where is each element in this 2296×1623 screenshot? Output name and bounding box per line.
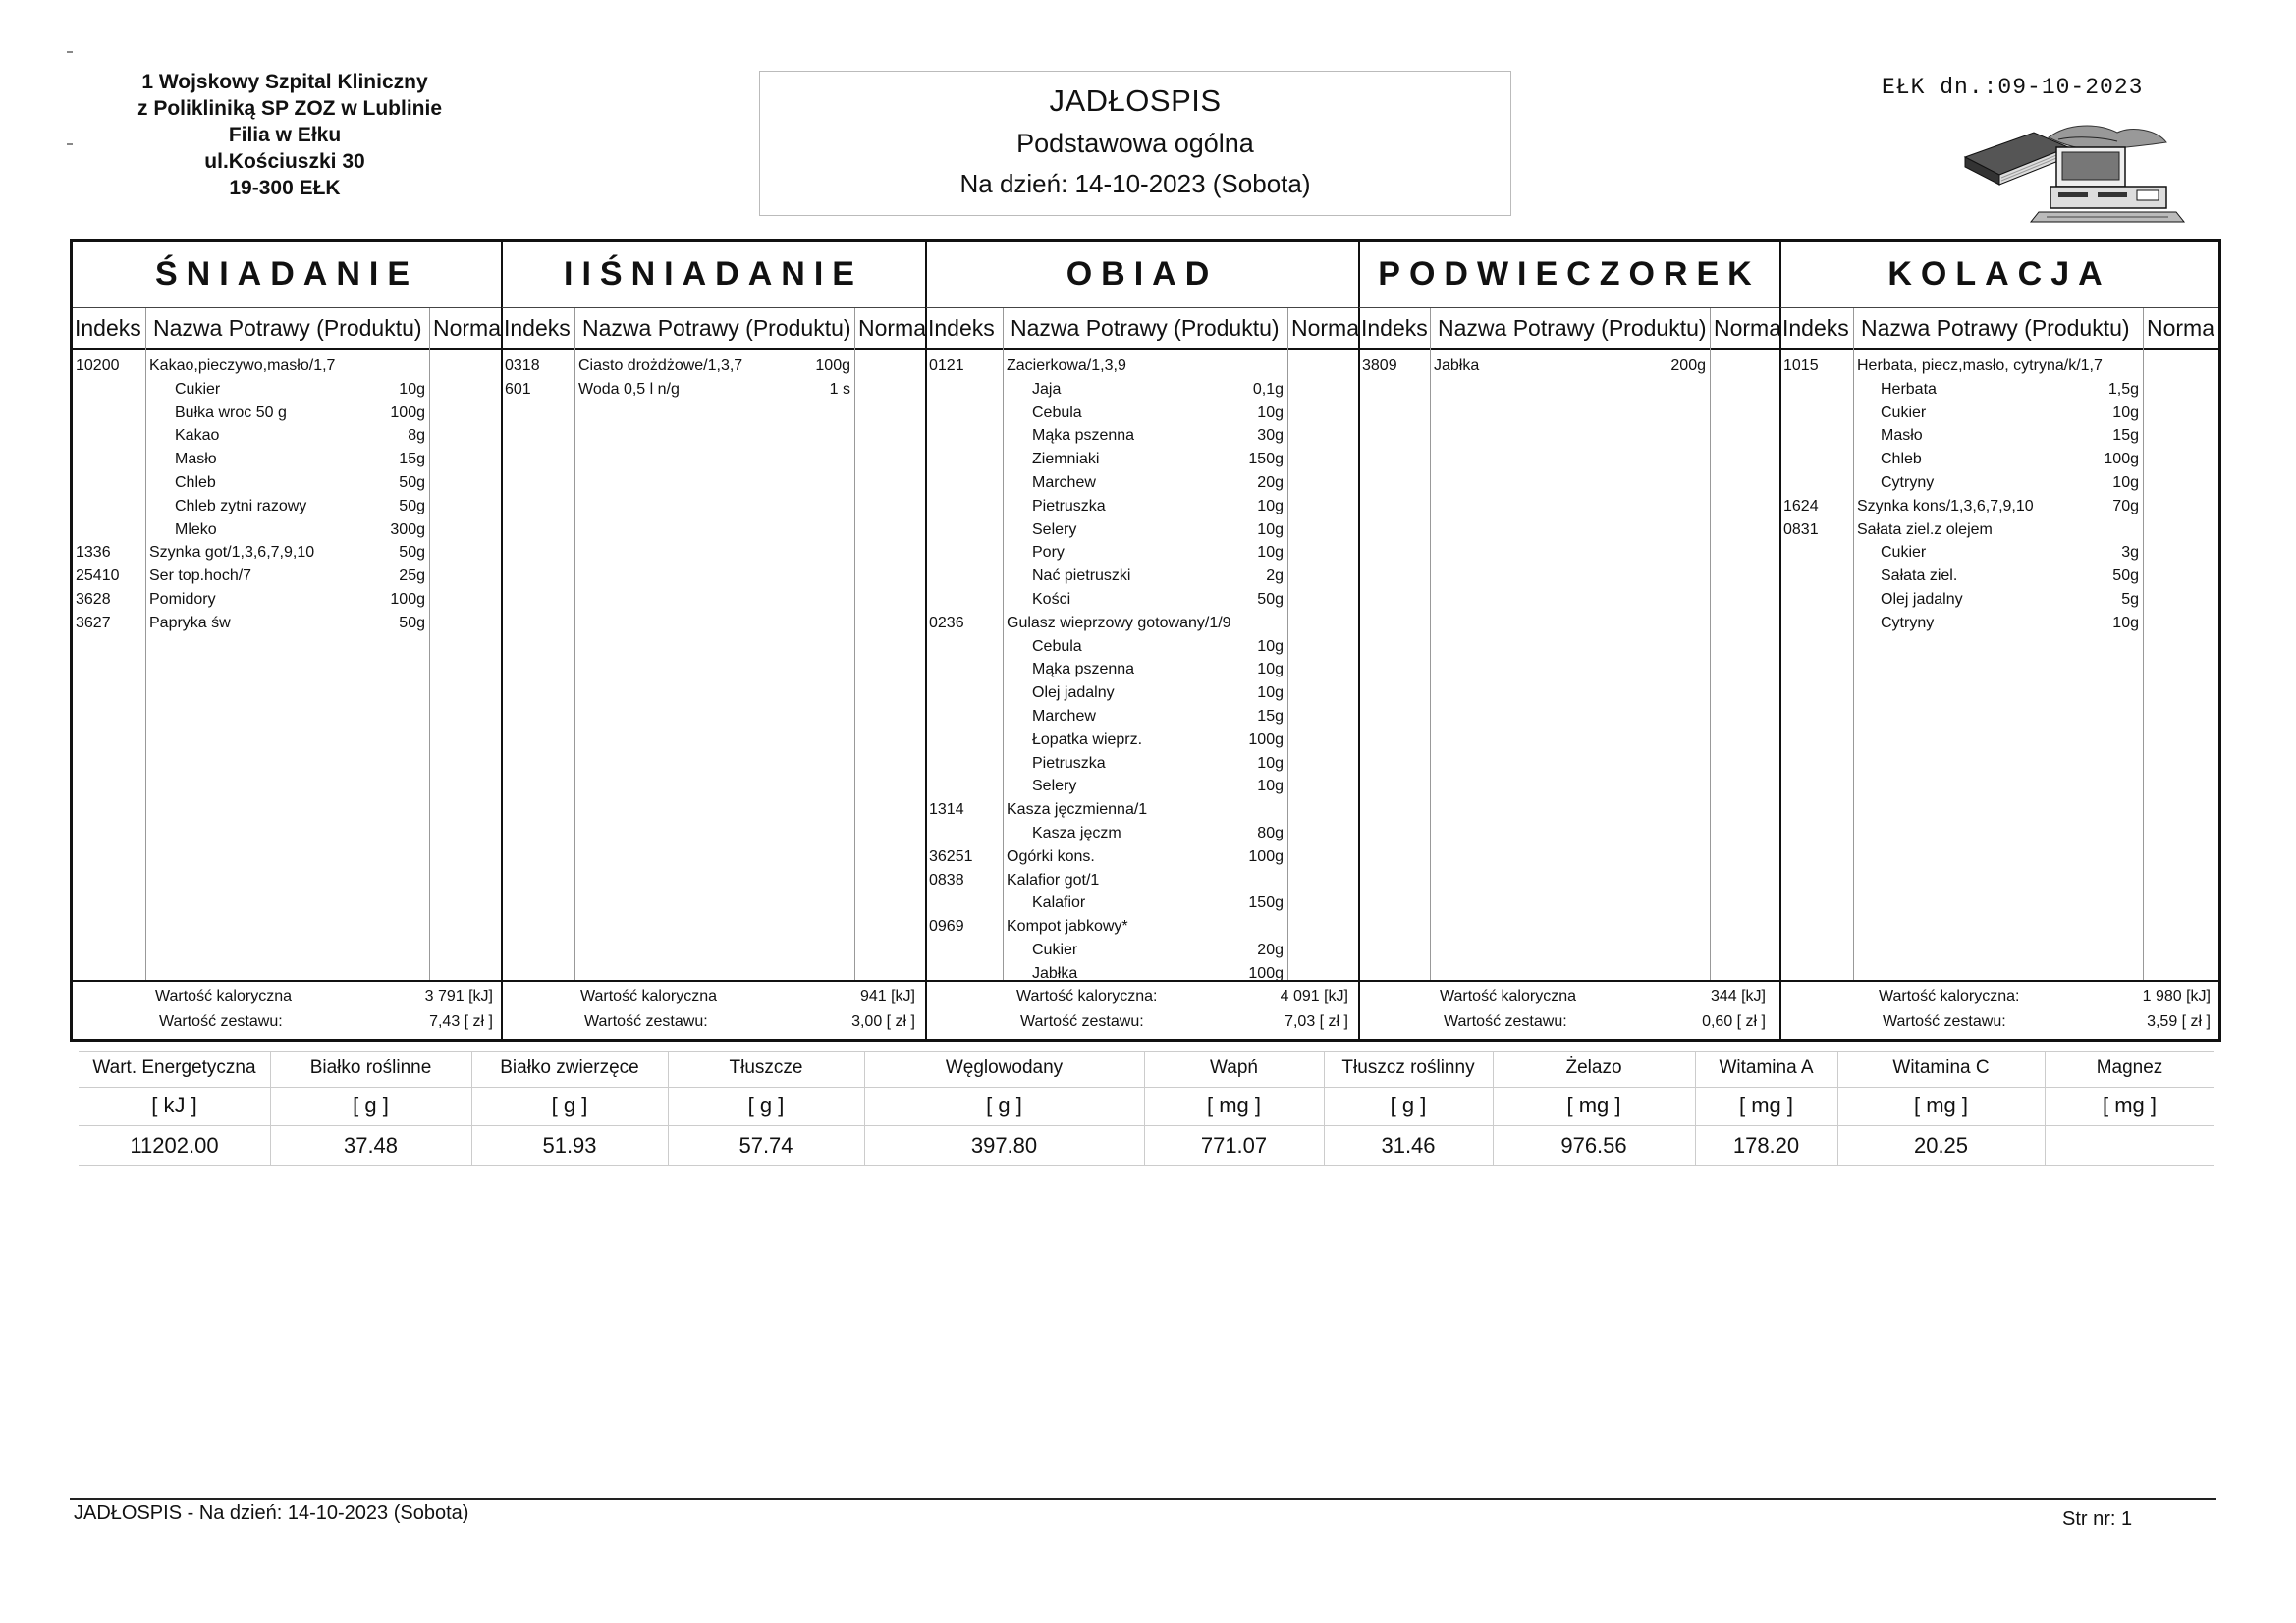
column-divider [1430, 308, 1431, 980]
table-row [73, 354, 501, 378]
ingredient-name: Ziemniaki [1032, 451, 1100, 468]
table-row [1780, 588, 2218, 612]
table-row [926, 612, 1358, 635]
nutrient-label: Białko zwierzęce [500, 1057, 639, 1078]
ingredient-name: Nać pietruszki [1032, 568, 1131, 585]
row-norm: 100g [2104, 451, 2139, 468]
row-norm: 100g [1248, 847, 1284, 865]
nutrient-value [2045, 1127, 2214, 1164]
cost-value: 3,00 [ zł ] [851, 1013, 915, 1030]
dish-name: Kakao,pieczywo,masło/1,7 [149, 357, 336, 374]
ingredient-name: Pietruszka [1032, 497, 1106, 514]
calorie-label: Wartość kaloryczna [1440, 988, 1576, 1004]
calorie-value: 1 980 [kJ] [2142, 988, 2211, 1004]
table-row [502, 378, 925, 402]
footer-title: JADŁOSPIS - Na dzień: 14-10-2023 (Sobota) [74, 1502, 469, 1524]
row-norm: 25g [399, 568, 425, 585]
column-header-row [926, 308, 1358, 350]
nutrient-label: Białko roślinne [309, 1057, 432, 1078]
meal-kolacja [1780, 242, 2218, 1039]
scan-mark [67, 51, 73, 53]
row-norm: 100g [1248, 730, 1284, 748]
nutrient-value: 178.20 [1732, 1133, 1800, 1158]
row-norm: 200g [1670, 357, 1706, 374]
table-row [926, 752, 1358, 776]
row-norm: 10g [1257, 661, 1284, 678]
cost-label: Wartość zestawu: [1883, 1013, 2006, 1030]
column-header-name: Nazwa Potrawy (Produktu) [582, 314, 851, 341]
row-index: 1314 [929, 801, 964, 819]
table-row [926, 354, 1358, 378]
ingredient-name: Pory [1032, 544, 1065, 562]
dish-name: Kompot jabkowy* [1007, 918, 1128, 936]
ingredient-name: Selery [1032, 520, 1077, 538]
column-header-index: Indeks [1361, 314, 1428, 341]
table-row [926, 541, 1358, 565]
row-norm: 1 s [829, 380, 850, 398]
calorie-value: 941 [kJ] [859, 988, 915, 1004]
row-norm: 20g [1257, 941, 1284, 958]
column-divider [854, 308, 855, 980]
column-header-name: Nazwa Potrawy (Produktu) [153, 314, 422, 341]
table-row [926, 681, 1358, 705]
row-index: 1015 [1783, 357, 1819, 374]
title-box [759, 71, 1511, 216]
table-row [926, 939, 1358, 962]
row-norm: 3g [2121, 544, 2139, 562]
table-row [73, 541, 501, 565]
table-row [926, 495, 1358, 518]
dish-name: Szynka got/1,3,6,7,9,10 [149, 544, 315, 562]
table-row [73, 402, 501, 425]
column-header-name: Nazwa Potrawy (Produktu) [1438, 314, 1707, 341]
row-norm: 10g [2112, 404, 2139, 421]
table-row [926, 635, 1358, 659]
column-header-norm: Norma [2147, 314, 2215, 341]
nutrient-value: 51.93 [542, 1133, 597, 1158]
nutrient-unit: [ g ] [353, 1093, 389, 1117]
calorie-value: 344 [kJ] [1710, 988, 1766, 1004]
nutrient-value: 397.80 [970, 1133, 1038, 1158]
row-norm: 100g [1248, 964, 1284, 982]
scan-mark [67, 143, 73, 145]
ingredient-name: Chleb [1881, 451, 1922, 468]
row-norm: 10g [1257, 404, 1284, 421]
ingredient-name: Mąka pszenna [1032, 661, 1135, 678]
row-norm: 50g [399, 497, 425, 514]
ingredient-name: Olej jadalny [1032, 684, 1115, 702]
hospital-line: Filia w Ełku [228, 124, 342, 146]
row-norm: 10g [1257, 754, 1284, 772]
row-index: 25410 [76, 568, 120, 585]
row-index: 0236 [929, 614, 964, 631]
nutrient-label: Tłuszcze [729, 1057, 803, 1078]
row-norm: 10g [2112, 473, 2139, 491]
dish-name: Ogórki kons. [1007, 847, 1095, 865]
table-row [1780, 378, 2218, 402]
table-row [926, 402, 1358, 425]
ingredient-name: Jaja [1032, 380, 1062, 398]
column-header-norm: Norma [1291, 314, 1360, 341]
table-row [1780, 565, 2218, 588]
column-header-norm: Norma [858, 314, 927, 341]
book-computer-illustration [1960, 118, 2188, 226]
calorie-label: Wartość kaloryczna: [1879, 988, 2020, 1004]
ingredient-name: Cukier [1881, 544, 1927, 562]
cost-label: Wartość zestawu: [584, 1013, 708, 1030]
table-row [73, 565, 501, 588]
row-norm: 10g [1257, 637, 1284, 655]
row-norm: 30g [1257, 427, 1284, 445]
row-index: 1336 [76, 544, 111, 562]
table-row [1780, 518, 2218, 542]
table-row [926, 448, 1358, 471]
ingredient-name: Kości [1032, 590, 1071, 608]
row-norm: 10g [399, 380, 425, 398]
hospital-line: 19-300 EŁK [229, 177, 341, 199]
table-row [73, 378, 501, 402]
ingredient-name: Olej jadalny [1881, 590, 1963, 608]
table-row [73, 518, 501, 542]
ingredient-name: Mąka pszenna [1032, 427, 1135, 445]
nutrient-unit: [ g ] [986, 1093, 1022, 1117]
row-norm: 15g [399, 451, 425, 468]
column-header-index: Indeks [1782, 314, 1849, 341]
footer-rule [70, 1498, 2216, 1500]
meal-ii-sniadanie [502, 242, 925, 1039]
table-row [73, 471, 501, 495]
nutrient-label: Żelazo [1565, 1057, 1622, 1078]
nutrient-value: 31.46 [1381, 1133, 1436, 1158]
cost-value: 7,43 [ zł ] [429, 1013, 493, 1030]
row-norm: 100g [815, 357, 850, 374]
ingredient-name: Cukier [175, 380, 221, 398]
cost-label: Wartość zestawu: [159, 1013, 283, 1030]
nutrient-unit: [ mg ] [1913, 1093, 1968, 1117]
page-number: Str nr: 1 [2062, 1508, 2133, 1530]
row-norm: 10g [2112, 614, 2139, 631]
table-row [926, 471, 1358, 495]
row-norm: 0,1g [1252, 380, 1284, 398]
table-row [1780, 402, 2218, 425]
document-title: JADŁOSPIS [1049, 83, 1222, 118]
table-row [926, 798, 1358, 822]
nutrition-summary [79, 1051, 2214, 1166]
nutrient-value: 37.48 [343, 1133, 399, 1158]
meal-title: KOLACJA [1780, 242, 2218, 308]
meal-title: PODWIECZOREK [1359, 242, 1779, 308]
calorie-value: 3 791 [kJ] [424, 988, 493, 1004]
ingredient-name: Pietruszka [1032, 754, 1106, 772]
row-norm: 100g [390, 590, 425, 608]
table-row [926, 588, 1358, 612]
meal-sniadanie [73, 242, 501, 1039]
row-norm: 50g [399, 544, 425, 562]
table-row [73, 612, 501, 635]
row-norm: 10g [1257, 520, 1284, 538]
ingredient-name: Cukier [1032, 941, 1078, 958]
table-row [73, 448, 501, 471]
column-header-name: Nazwa Potrawy (Produktu) [1861, 314, 2130, 341]
dish-name: Ser top.hoch/7 [149, 568, 252, 585]
nutrient-unit: [ mg ] [2102, 1093, 2157, 1117]
row-index: 1624 [1783, 497, 1819, 514]
ingredient-name: Cebula [1032, 637, 1082, 655]
row-norm: 15g [2112, 427, 2139, 445]
ingredient-name: Chleb zytni razowy [175, 497, 307, 514]
column-header-norm: Norma [1714, 314, 1782, 341]
column-header-row [502, 308, 925, 350]
row-index: 601 [505, 380, 531, 398]
nutrient-label: Witamina C [1892, 1057, 1990, 1078]
meal-podwieczorek [1359, 242, 1782, 1039]
dish-name: Pomidory [149, 590, 216, 608]
ingredient-name: Łopatka wieprz. [1032, 730, 1143, 748]
table-row [1359, 354, 1779, 378]
table-row [926, 729, 1358, 752]
table-row [926, 424, 1358, 448]
nutrient-label: Węglowodany [945, 1057, 1064, 1078]
table-row [926, 869, 1358, 893]
cost-value: 7,03 [ zł ] [1285, 1013, 1348, 1030]
nutrient-label: Witamina A [1719, 1057, 1814, 1078]
ingredient-name: Kakao [175, 427, 220, 445]
meal-rows [73, 354, 501, 635]
row-index: 10200 [76, 357, 120, 374]
meal-obiad [926, 242, 1358, 1039]
cost-value: 3,59 [ zł ] [2147, 1013, 2211, 1030]
row-norm: 2g [1266, 568, 1284, 585]
table-row [926, 518, 1358, 542]
table-row [73, 588, 501, 612]
column-header-row [1359, 308, 1782, 350]
row-norm: 50g [1257, 590, 1284, 608]
calorie-value: 4 091 [kJ] [1280, 988, 1348, 1004]
calorie-label: Wartość kaloryczna [580, 988, 717, 1004]
nutrient-label: Tłuszcz roślinny [1341, 1057, 1475, 1078]
row-norm: 20g [1257, 473, 1284, 491]
cost-value: 0,60 [ zł ] [1702, 1013, 1766, 1030]
nutrient-unit: [ mg ] [1738, 1093, 1793, 1117]
nutrient-unit: [ g ] [747, 1093, 785, 1117]
row-norm: 5g [2121, 590, 2139, 608]
row-index: 36251 [929, 847, 973, 865]
column-header-row [73, 308, 501, 350]
nutrient-unit: [ mg ] [1206, 1093, 1261, 1117]
row-norm: 15g [1257, 707, 1284, 725]
row-index: 3809 [1362, 357, 1397, 374]
nutrient-label: Wapń [1210, 1057, 1258, 1078]
meal-rows [1780, 354, 2218, 635]
hospital-line: z Polikliniką SP ZOZ w Lublinie [137, 97, 442, 120]
nutrient-unit: [ g ] [1390, 1093, 1427, 1117]
column-divider [574, 308, 575, 980]
table-row [926, 378, 1358, 402]
column-divider [1710, 308, 1711, 980]
hospital-line: ul.Kościuszki 30 [204, 150, 365, 173]
row-norm: 10g [1257, 684, 1284, 702]
nutrient-unit: [ kJ ] [151, 1093, 197, 1117]
menu-date: Na dzień: 14-10-2023 (Sobota) [959, 169, 1311, 198]
column-header-norm: Norma [433, 314, 502, 341]
calorie-label: Wartość kaloryczna: [1016, 988, 1158, 1004]
row-norm: 8g [408, 427, 425, 445]
calorie-label: Wartość kaloryczna [155, 988, 292, 1004]
table-row [926, 705, 1358, 729]
ingredient-name: Herbata [1881, 380, 1937, 398]
ingredient-name: Chleb [175, 473, 216, 491]
column-header-name: Nazwa Potrawy (Produktu) [1011, 314, 1280, 341]
diet-name: Podstawowa ogólna [1016, 129, 1254, 158]
column-header-index: Indeks [75, 314, 141, 341]
table-row [1780, 495, 2218, 518]
dish-name: Papryka św [149, 614, 231, 631]
row-norm: 50g [399, 473, 425, 491]
ingredient-name: Cebula [1032, 404, 1082, 421]
row-index: 0838 [929, 871, 964, 889]
hospital-line: 1 Wojskowy Szpital Kliniczny [141, 71, 428, 93]
meal-rows [926, 354, 1358, 986]
table-row [926, 845, 1358, 869]
ingredient-name: Bułka wroc 50 g [175, 404, 287, 421]
table-row [1780, 424, 2218, 448]
ingredient-name: Mleko [175, 520, 217, 538]
row-norm: 10g [1257, 778, 1284, 795]
table-row [926, 892, 1358, 915]
ingredient-name: Kalafior [1032, 894, 1086, 912]
dish-name: Zacierkowa/1,3,9 [1007, 357, 1126, 374]
ingredient-name: Selery [1032, 778, 1077, 795]
dish-name: Szynka kons/1,3,6,7,9,10 [1857, 497, 2034, 514]
nutrition-row-line [79, 1165, 2214, 1166]
dish-name: Kasza jęczmienna/1 [1007, 801, 1148, 819]
nutrient-label: Magnez [2096, 1057, 2163, 1078]
ingredient-name: Masło [1881, 427, 1923, 445]
table-row [73, 495, 501, 518]
nutrient-value: 976.56 [1560, 1133, 1627, 1158]
column-header-index: Indeks [504, 314, 571, 341]
nutrient-unit: [ g ] [551, 1093, 588, 1117]
ingredient-name: Marchew [1032, 473, 1096, 491]
row-norm: 100g [390, 404, 425, 421]
ingredient-name: Sałata ziel. [1881, 568, 1958, 585]
nutrient-value: 11202.00 [130, 1133, 219, 1158]
dish-name: Jabłka [1434, 357, 1480, 374]
hospital-address [137, 69, 442, 201]
row-norm: 70g [2112, 497, 2139, 514]
ingredient-name: Marchew [1032, 707, 1096, 725]
row-index: 3627 [76, 614, 111, 631]
row-norm: 80g [1257, 824, 1284, 841]
row-norm: 150g [1248, 451, 1284, 468]
row-index: 0831 [1783, 520, 1819, 538]
row-norm: 50g [399, 614, 425, 631]
table-row [502, 354, 925, 378]
row-norm: 300g [390, 520, 425, 538]
table-row [926, 822, 1358, 845]
row-norm: 150g [1248, 894, 1284, 912]
table-row [926, 565, 1358, 588]
nutrient-unit: [ mg ] [1566, 1093, 1621, 1117]
dish-name: Woda 0,5 l n/g [578, 380, 680, 398]
meal-table [70, 239, 2221, 1042]
nutrient-value: 20.25 [1913, 1133, 1969, 1158]
meal-title: ŚNIADANIE [73, 242, 501, 308]
dish-name: Kalafior got/1 [1007, 871, 1100, 889]
ingredient-name: Kasza jęczm [1032, 824, 1121, 841]
column-header-row [1780, 308, 2218, 350]
table-row [1780, 354, 2218, 378]
column-header-index: Indeks [928, 314, 995, 341]
row-index: 0318 [505, 357, 540, 374]
dish-name: Gulasz wieprzowy gotowany/1/9 [1007, 614, 1231, 631]
meal-rows [1359, 354, 1779, 378]
table-row [1780, 541, 2218, 565]
issue-date: EŁK dn.:09-10-2023 [1882, 75, 2144, 100]
nutrition-row-line [79, 1125, 2214, 1126]
row-norm: 50g [2112, 568, 2139, 585]
dish-name: Ciasto drożdżowe/1,3,7 [578, 357, 743, 374]
row-norm: 10g [1257, 544, 1284, 562]
nutrient-value: 771.07 [1200, 1133, 1268, 1158]
cost-label: Wartość zestawu: [1020, 1013, 1144, 1030]
ingredient-name: Cytryny [1881, 473, 1935, 491]
ingredient-name: Jabłka [1032, 964, 1078, 982]
row-norm: 1,5g [2107, 380, 2139, 398]
row-norm: 10g [1257, 497, 1284, 514]
row-index: 3628 [76, 590, 111, 608]
table-row [73, 424, 501, 448]
table-row [926, 658, 1358, 681]
nutrient-value: 57.74 [738, 1133, 793, 1158]
meal-title: OBIAD [926, 242, 1358, 308]
cost-label: Wartość zestawu: [1444, 1013, 1567, 1030]
totals-separator [73, 980, 2218, 982]
row-index: 0969 [929, 918, 964, 936]
ingredient-name: Cukier [1881, 404, 1927, 421]
ingredient-name: Masło [175, 451, 217, 468]
table-row [1780, 612, 2218, 635]
meal-title: IIŚNIADANIE [502, 242, 925, 308]
table-row [1780, 448, 2218, 471]
ingredient-name: Cytryny [1881, 614, 1935, 631]
row-index: 0121 [929, 357, 964, 374]
meal-rows [502, 354, 925, 402]
nutrient-label: Wart. Energetyczna [92, 1057, 256, 1078]
table-row [1780, 471, 2218, 495]
table-row [926, 915, 1358, 939]
dish-name: Sałata ziel.z olejem [1857, 520, 1993, 538]
table-row [926, 775, 1358, 798]
dish-name: Herbata, piecz,masło, cytryna/k/1,7 [1857, 357, 2103, 374]
